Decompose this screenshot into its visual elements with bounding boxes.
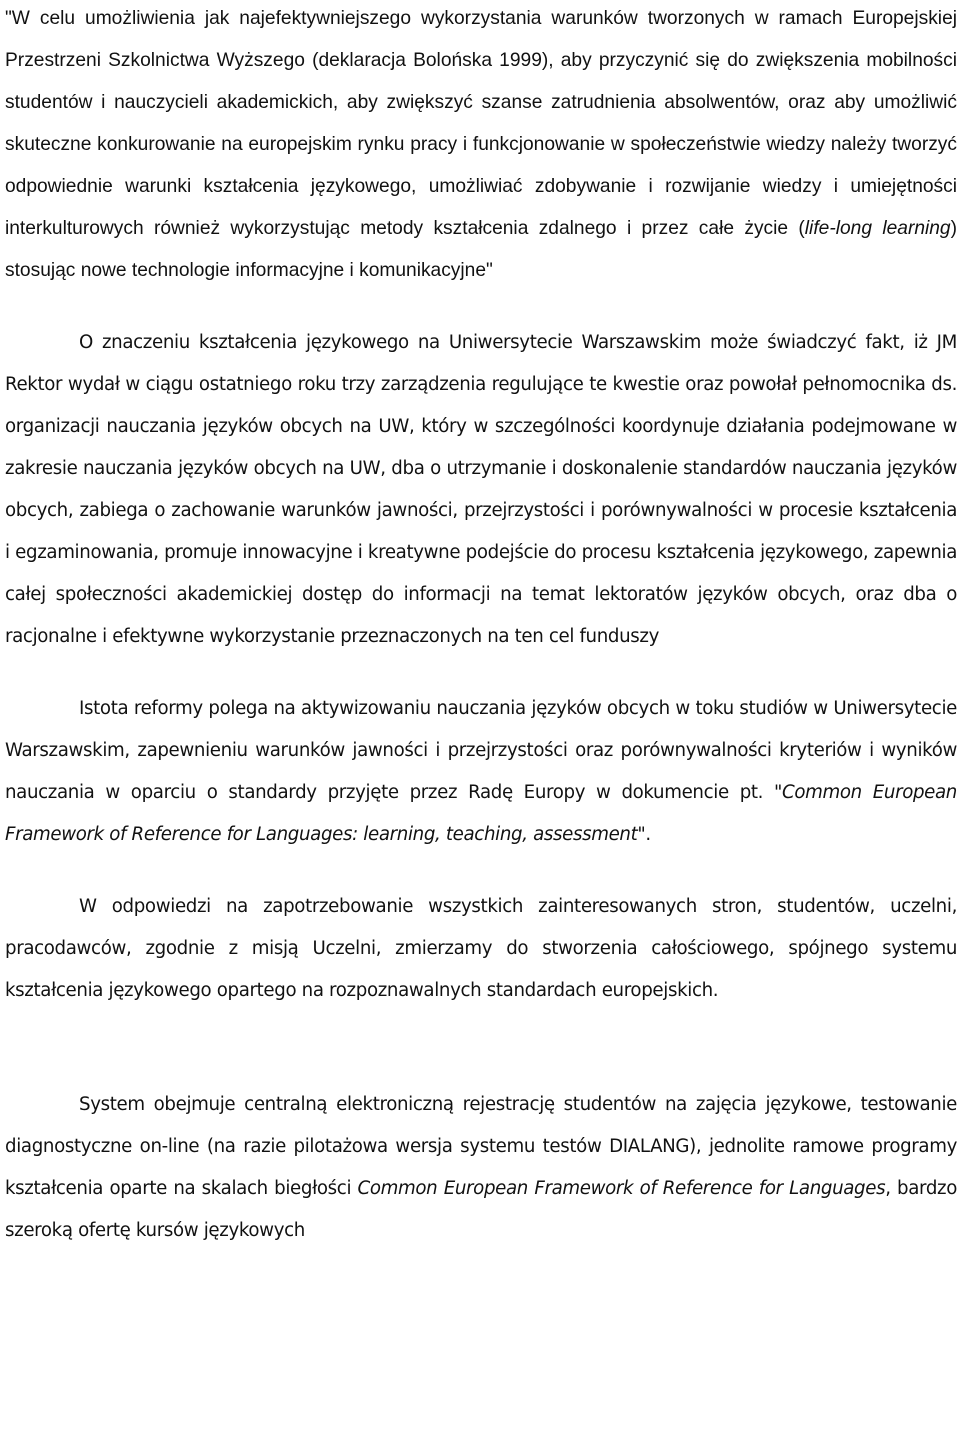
paragraph-italic-text: life-long learning bbox=[804, 218, 951, 239]
paragraph-text: System obejmuje centralną elektroniczną rejestrację studentów na zajęcia językowe, testowanie diagnostyczne on-line (na razie pilotażowa wersja systemu testów DIALANG), jednolite ramowe programy kształcenia oparte na skalach biegłości bbox=[5, 1094, 957, 1199]
paragraph-text: ) stosując nowe technologie informacyjne i komunikacyjne" bbox=[5, 218, 957, 281]
paragraph-text: Istota reformy polega na aktywizowaniu nauczania języków obcych w toku studiów w Uniwersytecie Warszawskim, zapewnieniu warunków jawności i przejrzystości oraz porównywalności kryteriów i wyników nauczania w oparciu o standardy przyjęte przez Radę Europy w dokumencie pt. bbox=[5, 698, 957, 803]
paragraph-text: "W celu umożliwienia jak najefektywniejszego wykorzystania warunków tworzonych w ramach Europejskiej Przestrzeni Szkolnictwa Wyższego (deklaracja Bolońska 1999), aby przyczynić się do zwiększenia mobilności studentów i nauczycieli akademickich, aby zwiększyć szanse zatrudnienia absolwentów, oraz aby umożliwić skuteczne konkurowanie na europejskim rynku pracy i funkcjonowanie w społeczeństwie wiedzy należy tworzyć odpowiednie warunki kształcenia językowego, umożliwiać zdobywanie i rozwijanie wiedzy i umiejętności interkulturowych również wykorzystując metody kształcenia zdalnego i przez całe życie ( bbox=[5, 8, 957, 239]
paragraph-reform-essence bbox=[5, 688, 957, 856]
paragraph-text: O znaczeniu kształcenia językowego na Uniwersytecie Warszawskim może świadczyć fakt, iż JM Rektor wydał w ciągu ostatniego roku trzy zarządzenia regulujące te kwestie oraz powołał pełnomocnika ds. organizacji nauczania języków obcych na UW, który w szczególności koordynuje działania podejmowane w zakresie nauczania języków obcych na UW, dba o utrzymanie i doskonalenie standardów nauczania języków obcych, zabiega o zachowanie warunków jawności, przejrzystości i porównywalności w procesie kształcenia i egzaminowania, promuje innowacyjne i kreatywne podejście do procesu kształcenia językowego, zapewnia całej społeczności akademickiej dostęp do informacji na temat lektoratów języków obcych, oraz dba o racjonalne i efektywne wykorzystanie przeznaczonych na ten cel funduszy bbox=[5, 332, 957, 647]
paragraph-text: W odpowiedzi na zapotrzebowanie wszystkich zainteresowanych stron, studentów, uczelni, pracodawców, zgodnie z misją Uczelni, zmierzamy do stworzenia całościowego, spójnego systemu kształcenia językowego opartego na rozpoznawalnych standardach europejskich. bbox=[5, 896, 957, 1001]
document-page bbox=[5, 0, 957, 1252]
paragraph-response-to-demand bbox=[5, 886, 957, 1012]
paragraph-text: . bbox=[645, 824, 651, 845]
paragraph-system-scope bbox=[5, 1084, 957, 1252]
paragraph-bologna-quote bbox=[5, 0, 957, 292]
paragraph-italic-text: "Common European Framework of Reference for Languages: learning, teaching, assessment" bbox=[5, 782, 957, 845]
paragraph-language-education bbox=[5, 322, 957, 658]
paragraph-italic-text: Common European Framework of Reference for Languages bbox=[357, 1178, 886, 1199]
paragraph-text: , bardzo szeroką ofertę kursów językowych bbox=[5, 1178, 957, 1241]
